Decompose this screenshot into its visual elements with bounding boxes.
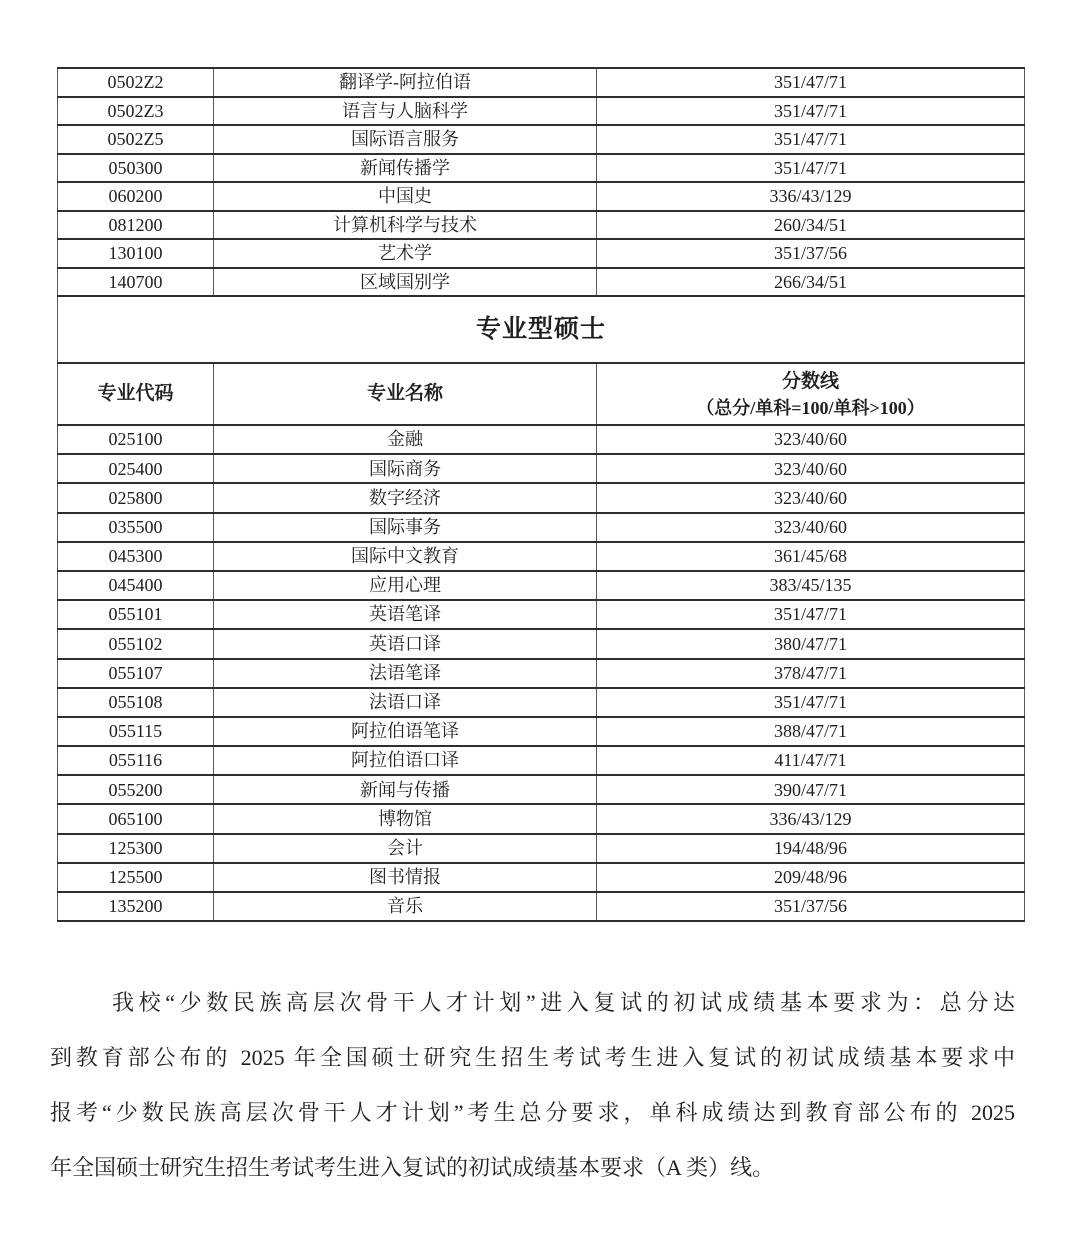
academic-row-score-cell: 266/34/51 xyxy=(597,268,1025,297)
note-line-4: 年全国硕士研究生招生考试考生进入复试的初试成绩基本要求（A 类）线。 xyxy=(50,1155,775,1180)
academic-row-score-cell: 351/47/71 xyxy=(597,97,1025,126)
note-line-3: 报考“少数民族高层次骨干人才计划”考生总分要求，单科成绩达到教育部公布的 2025 xyxy=(50,1100,1015,1125)
score-table xyxy=(57,67,1025,922)
column-header-row xyxy=(58,363,1025,425)
professional-row xyxy=(58,717,1025,746)
academic-row-code-cell: 0502Z2 xyxy=(58,68,214,97)
academic-row-name-cell: 国际语言服务 xyxy=(214,125,597,154)
professional-row-code-cell: 045300 xyxy=(58,542,214,571)
professional-row-code-cell: 025400 xyxy=(58,454,214,483)
academic-row-code-cell: 060200 xyxy=(58,182,214,211)
academic-row-code-cell: 0502Z3 xyxy=(58,97,214,126)
professional-row-score-cell: 323/40/60 xyxy=(597,483,1025,512)
professional-row-name-cell: 数字经济 xyxy=(214,483,597,512)
academic-row xyxy=(58,125,1025,154)
professional-row-name-cell: 国际事务 xyxy=(214,513,597,542)
academic-row-name-cell: 语言与人脑科学 xyxy=(214,97,597,126)
academic-row-name-cell: 艺术学 xyxy=(214,239,597,268)
academic-masters-rows xyxy=(58,68,1025,296)
professional-row-name-cell: 应用心理 xyxy=(214,571,597,600)
academic-row-name-cell: 新闻传播学 xyxy=(214,154,597,183)
professional-row-score-cell: 323/40/60 xyxy=(597,454,1025,483)
score-header-title: 分数线 xyxy=(781,371,839,393)
professional-row-name-cell: 国际中文教育 xyxy=(214,542,597,571)
professional-row-score-cell: 411/47/71 xyxy=(597,746,1025,775)
professional-row xyxy=(58,892,1025,921)
professional-row xyxy=(58,804,1025,833)
professional-row-name-cell: 法语笔译 xyxy=(214,659,597,688)
academic-row-score-cell: 351/47/71 xyxy=(597,154,1025,183)
professional-row-name-cell: 法语口译 xyxy=(214,688,597,717)
professional-row-score-cell: 351/47/71 xyxy=(597,688,1025,717)
academic-row xyxy=(58,239,1025,268)
professional-row-score-cell: 209/48/96 xyxy=(597,863,1025,892)
academic-row xyxy=(58,97,1025,126)
professional-row-name-cell: 博物馆 xyxy=(214,804,597,833)
professional-row-score-cell: 323/40/60 xyxy=(597,425,1025,454)
section-heading: 专业型硕士 xyxy=(58,296,1025,363)
professional-row xyxy=(58,688,1025,717)
professional-row-score-cell: 351/37/56 xyxy=(597,892,1025,921)
professional-row-name-cell: 阿拉伯语口译 xyxy=(214,746,597,775)
professional-row-code-cell: 025100 xyxy=(58,425,214,454)
academic-row-score-cell: 351/47/71 xyxy=(597,125,1025,154)
professional-row-name-cell: 阿拉伯语笔译 xyxy=(214,717,597,746)
academic-row-score-cell: 260/34/51 xyxy=(597,211,1025,240)
academic-row-name-cell: 翻译学-阿拉伯语 xyxy=(214,68,597,97)
professional-row-code-cell: 055107 xyxy=(58,659,214,688)
academic-row-score-cell: 351/37/56 xyxy=(597,239,1025,268)
professional-row xyxy=(58,659,1025,688)
professional-row-score-cell: 388/47/71 xyxy=(597,717,1025,746)
professional-row-code-cell: 055200 xyxy=(58,775,214,804)
professional-masters-rows xyxy=(58,425,1025,921)
professional-row-name-cell: 英语口译 xyxy=(214,629,597,658)
professional-row-name-cell: 金融 xyxy=(214,425,597,454)
professional-row-code-cell: 125300 xyxy=(58,834,214,863)
academic-row xyxy=(58,68,1025,97)
professional-row xyxy=(58,863,1025,892)
academic-row-name-cell: 中国史 xyxy=(214,182,597,211)
professional-row-score-cell: 380/47/71 xyxy=(597,629,1025,658)
professional-row xyxy=(58,483,1025,512)
professional-row-score-cell: 378/47/71 xyxy=(597,659,1025,688)
section-heading-band xyxy=(58,296,1025,425)
academic-row-code-cell: 0502Z5 xyxy=(58,125,214,154)
professional-row-score-cell: 361/45/68 xyxy=(597,542,1025,571)
professional-row-score-cell: 323/40/60 xyxy=(597,513,1025,542)
professional-row-code-cell: 055101 xyxy=(58,600,214,629)
professional-row-code-cell: 055115 xyxy=(58,717,214,746)
academic-row-score-cell: 351/47/71 xyxy=(597,68,1025,97)
academic-row xyxy=(58,211,1025,240)
professional-row-code-cell: 045400 xyxy=(58,571,214,600)
academic-row-name-cell: 计算机科学与技术 xyxy=(214,211,597,240)
professional-row-code-cell: 025800 xyxy=(58,483,214,512)
professional-row-score-cell: 390/47/71 xyxy=(597,775,1025,804)
professional-row-code-cell: 135200 xyxy=(58,892,214,921)
professional-row-code-cell: 055116 xyxy=(58,746,214,775)
professional-row-name-cell: 音乐 xyxy=(214,892,597,921)
professional-row xyxy=(58,746,1025,775)
note-line-1: 我校“少数民族高层次骨干人才计划”进入复试的初试成绩基本要求为：总分达 xyxy=(112,990,1015,1015)
academic-row xyxy=(58,268,1025,297)
academic-row xyxy=(58,154,1025,183)
professional-row-score-cell: 383/45/135 xyxy=(597,571,1025,600)
academic-row-code-cell: 130100 xyxy=(58,239,214,268)
professional-row xyxy=(58,571,1025,600)
academic-row-name-cell: 区域国别学 xyxy=(214,268,597,297)
professional-row-code-cell: 125500 xyxy=(58,863,214,892)
professional-row xyxy=(58,542,1025,571)
professional-row-code-cell: 065100 xyxy=(58,804,214,833)
academic-row-code-cell: 050300 xyxy=(58,154,214,183)
note-line-2: 到教育部公布的 2025 年全国硕士研究生招生考试考生进入复试的初试成绩基本要求中 xyxy=(50,1045,1015,1070)
professional-row xyxy=(58,454,1025,483)
header-cell-code: 专业代码 xyxy=(58,363,214,425)
academic-row-score-cell: 336/43/129 xyxy=(597,182,1025,211)
professional-row-code-cell: 055102 xyxy=(58,629,214,658)
header-cell-name: 专业名称 xyxy=(214,363,597,425)
professional-row-name-cell: 图书情报 xyxy=(214,863,597,892)
professional-row xyxy=(58,600,1025,629)
academic-row xyxy=(58,182,1025,211)
professional-row-name-cell: 国际商务 xyxy=(214,454,597,483)
professional-row-score-cell: 194/48/96 xyxy=(597,834,1025,863)
professional-row xyxy=(58,834,1025,863)
professional-row xyxy=(58,425,1025,454)
professional-row-score-cell: 351/47/71 xyxy=(597,600,1025,629)
section-heading-row xyxy=(58,296,1025,363)
professional-row-code-cell: 035500 xyxy=(58,513,214,542)
academic-row-code-cell: 140700 xyxy=(58,268,214,297)
score-header-subtitle: （总分/单科=100/单科>100） xyxy=(696,397,925,418)
professional-row-name-cell: 新闻与传播 xyxy=(214,775,597,804)
professional-row-name-cell: 英语笔译 xyxy=(214,600,597,629)
professional-row xyxy=(58,775,1025,804)
academic-row-code-cell: 081200 xyxy=(58,211,214,240)
professional-row xyxy=(58,513,1025,542)
professional-row-score-cell: 336/43/129 xyxy=(597,804,1025,833)
professional-row xyxy=(58,629,1025,658)
note-paragraph xyxy=(50,975,1015,1195)
header-cell-score xyxy=(597,363,1025,425)
professional-row-name-cell: 会计 xyxy=(214,834,597,863)
professional-row-code-cell: 055108 xyxy=(58,688,214,717)
